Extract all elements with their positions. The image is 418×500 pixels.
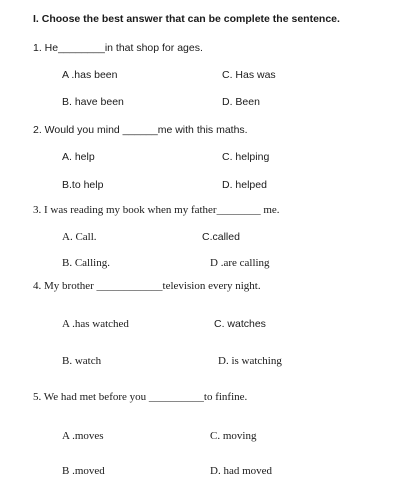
question-2: 2. Would you mind ______me with this maths. — [33, 124, 248, 136]
q5-option-d[interactable]: D. had moved — [210, 465, 273, 477]
q3-option-b[interactable]: B. Calling. — [62, 257, 110, 269]
q5-option-c[interactable]: C. moving — [210, 430, 257, 442]
question-5: 5. We had met before you __________to finfine. — [33, 391, 248, 403]
q4-option-a[interactable]: A .has watched — [62, 318, 129, 330]
q2-option-b[interactable]: B.to help — [62, 179, 104, 191]
q2-option-a[interactable]: A. help — [62, 151, 95, 163]
q4-option-c[interactable]: C. watches — [214, 318, 266, 330]
q1-option-b[interactable]: B. have been — [62, 96, 124, 108]
q2-option-c[interactable]: C. helping — [222, 151, 270, 163]
q4-option-d[interactable]: D. is watching — [218, 355, 282, 367]
q1-option-a[interactable]: A .has been — [62, 69, 118, 81]
q5-option-a[interactable]: A .moves — [62, 430, 104, 442]
q3-option-c[interactable]: C.called — [202, 231, 240, 243]
q3-option-a[interactable]: A. Call. — [62, 231, 97, 243]
q4-option-b[interactable]: B. watch — [62, 355, 102, 367]
question-3: 3. I was reading my book when my father________ me. — [33, 204, 280, 216]
q5-option-b[interactable]: B .moved — [62, 465, 105, 477]
section-heading: I. Choose the best answer that can be complete the sentence. — [33, 13, 340, 25]
question-1: 1. He________in that shop for ages. — [33, 42, 203, 54]
q1-option-d[interactable]: D. Been — [222, 96, 260, 108]
question-4: 4. My brother ____________television every night. — [33, 280, 261, 292]
q3-option-d[interactable]: D .are calling — [210, 257, 270, 269]
q1-option-c[interactable]: C. Has was — [222, 69, 276, 81]
q2-option-d[interactable]: D. helped — [222, 179, 267, 191]
